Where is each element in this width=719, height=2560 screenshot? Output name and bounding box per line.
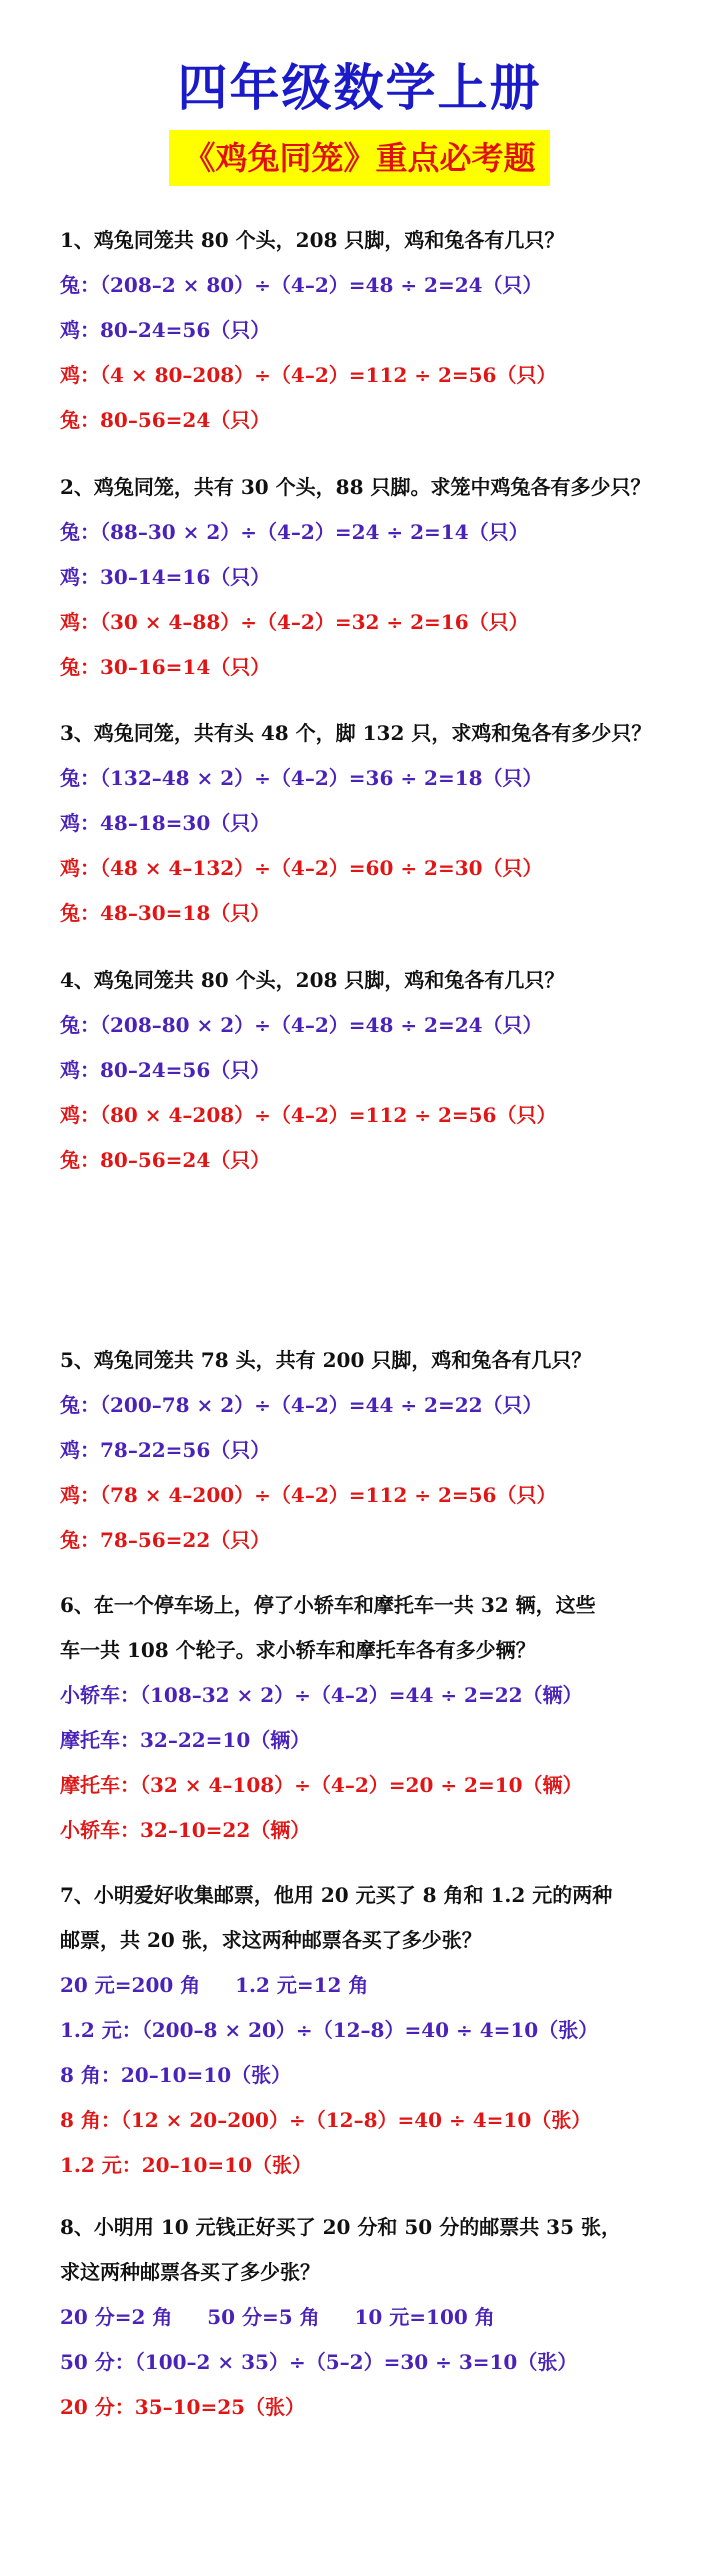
solution-line: 鸡：30–14=16（只） xyxy=(60,565,271,589)
problem-2 xyxy=(60,465,680,690)
solution-line: 鸡：（30 × 4–88）÷（4–2）=32 ÷ 2=16（只） xyxy=(60,610,529,634)
solution-line: 鸡：（4 × 80–208）÷（4–2）=112 ÷ 2=56（只） xyxy=(60,363,557,387)
solution-line: 兔：80–56=24（只） xyxy=(60,408,271,432)
problem-4 xyxy=(60,958,680,1183)
question: 1、鸡兔同笼共 80 个头，208 只脚，鸡和兔各有几只？ xyxy=(60,228,565,252)
problem-6 xyxy=(60,1583,680,1853)
solution-line: 鸡：（80 × 4–208）÷（4–2）=112 ÷ 2=56（只） xyxy=(60,1103,557,1127)
question: 3、鸡兔同笼，共有头 48 个，脚 132 只，求鸡和兔各有多少只？ xyxy=(60,721,652,745)
solution-line: 兔：（200–78 × 2）÷（4–2）=44 ÷ 2=22（只） xyxy=(60,1393,543,1417)
problem-5 xyxy=(60,1338,680,1563)
solution-line: 兔：（208–2 × 80）÷（4–2）=48 ÷ 2=24（只） xyxy=(60,273,543,297)
solution-line: 鸡：78–22=56（只） xyxy=(60,1438,271,1462)
solution-line: 鸡：（48 × 4–132）÷（4–2）=60 ÷ 2=30（只） xyxy=(60,856,543,880)
solution-line: 1.2 元：20–10=10（张） xyxy=(60,2153,313,2177)
solution-line: 小轿车：（108–32 × 2）÷（4–2）=44 ÷ 2=22（辆） xyxy=(60,1683,583,1707)
solution-line: 鸡：80–24=56（只） xyxy=(60,1058,271,1082)
solution-line: 8 角：（12 × 20–200）÷（12–8）=40 ÷ 4=10（张） xyxy=(60,2108,592,2132)
solution-line: 鸡：80–24=56（只） xyxy=(60,318,271,342)
question-line-2: 邮票，共 20 张，求这两种邮票各买了多少张？ xyxy=(60,1928,482,1952)
subtitle-wrap xyxy=(0,130,719,186)
question: 4、鸡兔同笼共 80 个头，208 只脚，鸡和兔各有几只？ xyxy=(60,968,565,992)
question-line-2: 车一共 108 个轮子。求小轿车和摩托车各有多少辆？ xyxy=(60,1638,536,1662)
solution-line: 兔：78–56=22（只） xyxy=(60,1528,271,1552)
problem-3 xyxy=(60,711,680,936)
solution-line: 1.2 元：（200–8 × 20）÷（12–8）=40 ÷ 4=10（张） xyxy=(60,2018,599,2042)
question: 5、鸡兔同笼共 78 头，共有 200 只脚，鸡和兔各有几只？ xyxy=(60,1348,592,1372)
solution-line: 兔：（132–48 × 2）÷（4–2）=36 ÷ 2=18（只） xyxy=(60,766,543,790)
solution-line: 兔：30–16=14（只） xyxy=(60,655,271,679)
problem-7 xyxy=(60,1873,680,2188)
question: 2、鸡兔同笼，共有 30 个头，88 只脚。求笼中鸡兔各有多少只？ xyxy=(60,475,651,499)
question-line-2: 求这两种邮票各买了多少张？ xyxy=(60,2260,320,2284)
solution-line: 50 分：（100–2 × 35）÷（5–2）=30 ÷ 3=10（张） xyxy=(60,2350,578,2374)
page-title: 四年级数学上册 xyxy=(177,59,542,117)
solution-line: 20 分：35–10=25（张） xyxy=(60,2395,306,2419)
page-subtitle: 《鸡兔同笼》重点必考题 xyxy=(169,130,549,186)
solution-line: 摩托车：32–22=10（辆） xyxy=(60,1728,311,1752)
solution-line: 8 角：20–10=10（张） xyxy=(60,2063,292,2087)
solution-line: 鸡：48–18=30（只） xyxy=(60,811,271,835)
solution-line: 兔：48–30=18（只） xyxy=(60,901,271,925)
solution-line: 鸡：（78 × 4–200）÷（4–2）=112 ÷ 2=56（只） xyxy=(60,1483,557,1507)
solution-line: 兔：（88–30 × 2）÷（4–2）=24 ÷ 2=14（只） xyxy=(60,520,529,544)
solution-line: 兔：（208–80 × 2）÷（4–2）=48 ÷ 2=24（只） xyxy=(60,1013,543,1037)
solution-line: 20 分=2 角 50 分=5 角 10 元=100 角 xyxy=(60,2305,495,2329)
solution-line: 小轿车：32–10=22（辆） xyxy=(60,1818,311,1842)
solution-line: 摩托车：（32 × 4–108）÷（4–2）=20 ÷ 2=10（辆） xyxy=(60,1773,583,1797)
question-line-1: 6、在一个停车场上，停了小轿车和摩托车一共 32 辆，这些 xyxy=(60,1593,596,1617)
solution-line: 20 元=200 角 1.2 元=12 角 xyxy=(60,1973,369,1997)
problem-1 xyxy=(60,218,680,443)
question-line-1: 7、小明爱好收集邮票，他用 20 元买了 8 角和 1.2 元的两种 xyxy=(60,1883,613,1907)
problem-8 xyxy=(60,2205,680,2430)
question-line-1: 8、小明用 10 元钱正好买了 20 分和 50 分的邮票共 35 张， xyxy=(60,2215,621,2239)
solution-line: 兔：80–56=24（只） xyxy=(60,1148,271,1172)
